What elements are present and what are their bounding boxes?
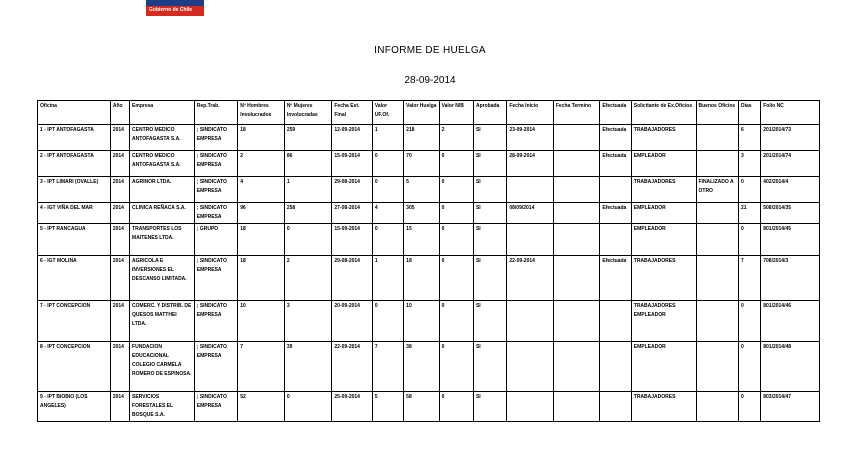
cell-aprobada: SI: [473, 177, 506, 203]
cell-inicio: [507, 301, 554, 342]
column-header: Rep.Trab.: [194, 101, 238, 125]
cell-aprobada: SI: [473, 392, 506, 422]
column-header: Nº Mujeres Involucradas: [284, 101, 332, 125]
cell-buenos: [696, 301, 738, 342]
cell-uf: 0: [372, 301, 403, 342]
cell-termino: [553, 342, 600, 392]
cell-nb: 2: [439, 125, 473, 151]
cell-hombres: 96: [238, 203, 285, 224]
cell-oficina: 4 - IGT VIÑA DEL MAR: [38, 203, 111, 224]
cell-huelga: 305: [404, 203, 439, 224]
column-header: Nº Hombres Involucrados: [238, 101, 285, 125]
header-row: [38, 101, 820, 125]
cell-termino: [553, 177, 600, 203]
column-header: Días: [738, 101, 760, 125]
cell-dias: 21: [738, 203, 760, 224]
cell-uf: 1: [372, 125, 403, 151]
cell-solicitante: TRABAJADORES EMPLEADOR: [631, 301, 696, 342]
cell-efectuada: [600, 392, 631, 422]
table-body: [38, 125, 820, 422]
report-date: 28-09-2014: [404, 75, 456, 86]
cell-oficina: 3 - IPT LIMARI (OVALLE): [38, 177, 111, 203]
cell-inicio: 22-09-2014: [507, 256, 554, 301]
cell-mujeres: 86: [284, 151, 332, 177]
table-row: [38, 392, 820, 422]
cell-folio: 201/2014/73: [761, 125, 820, 151]
table-row: [38, 177, 820, 203]
cell-mujeres: 258: [284, 203, 332, 224]
cell-termino: [553, 125, 600, 151]
cell-empresa: SERVICIOS FORESTALES EL BOSQUE S.A.: [130, 392, 195, 422]
cell-anio: 2014: [110, 342, 129, 392]
cell-fecha_est: 20-09-2014: [332, 301, 372, 342]
cell-oficina: 7 - IPT CONCEPCION: [38, 301, 111, 342]
cell-uf: 1: [372, 256, 403, 301]
cell-fecha_est: 15-09-2014: [332, 151, 372, 177]
cell-termino: [553, 392, 600, 422]
cell-buenos: [696, 256, 738, 301]
cell-buenos: [696, 151, 738, 177]
cell-solicitante: EMPLEADOR: [631, 342, 696, 392]
cell-rep: ; SINDICATO EMPRESA: [194, 256, 238, 301]
cell-fecha_est: 29-08-2014: [332, 256, 372, 301]
strike-report-table: [37, 100, 820, 422]
cell-folio: 801/2014/45: [761, 224, 820, 256]
cell-hombres: 4: [238, 177, 285, 203]
cell-buenos: [696, 392, 738, 422]
cell-huelga: 218: [404, 125, 439, 151]
cell-dias: 0: [738, 342, 760, 392]
column-header: Valor N/B: [439, 101, 473, 125]
cell-huelga: 10: [404, 301, 439, 342]
cell-solicitante: TRABAJADORES: [631, 177, 696, 203]
cell-dias: 3: [738, 151, 760, 177]
cell-solicitante: EMPLEADOR: [631, 224, 696, 256]
table-row: [38, 203, 820, 224]
cell-buenos: [696, 224, 738, 256]
cell-nb: 0: [439, 301, 473, 342]
cell-mujeres: 0: [284, 392, 332, 422]
cell-inicio: 23-09-2014: [507, 125, 554, 151]
cell-hombres: 10: [238, 301, 285, 342]
cell-anio: 2014: [110, 151, 129, 177]
table-row: [38, 224, 820, 256]
cell-huelga: 15: [404, 224, 439, 256]
cell-rep: ; SINDICATO EMPRESA: [194, 342, 238, 392]
cell-anio: 2014: [110, 224, 129, 256]
cell-solicitante: TRABAJADORES: [631, 256, 696, 301]
cell-oficina: 6 - IGT MOLINA: [38, 256, 111, 301]
cell-termino: [553, 203, 600, 224]
cell-hombres: 18: [238, 224, 285, 256]
cell-fecha_est: 25-09-2014: [332, 392, 372, 422]
cell-termino: [553, 256, 600, 301]
cell-uf: 5: [372, 392, 403, 422]
column-header: Valor Huelga: [404, 101, 439, 125]
report-title: INFORME DE HUELGA: [374, 45, 486, 56]
cell-nb: 0: [439, 392, 473, 422]
column-header: Valor UF.Of.: [372, 101, 403, 125]
cell-uf: 0: [372, 151, 403, 177]
cell-termino: [553, 301, 600, 342]
cell-anio: 2014: [110, 256, 129, 301]
logo-text: Gobierno de Chile: [149, 7, 193, 13]
cell-huelga: 18: [404, 256, 439, 301]
column-header: Fecha Inicio: [507, 101, 554, 125]
column-header: Efectuada: [600, 101, 631, 125]
cell-uf: 7: [372, 342, 403, 392]
cell-buenos: [696, 125, 738, 151]
table-row: [38, 342, 820, 392]
cell-inicio: [507, 342, 554, 392]
gobierno-logo: [146, 0, 204, 16]
cell-dias: 0: [738, 392, 760, 422]
cell-solicitante: TRABAJADORES: [631, 392, 696, 422]
cell-oficina: 2 - IPT ANTOFAGASTA: [38, 151, 111, 177]
cell-folio: 803/2014/47: [761, 392, 820, 422]
cell-fecha_est: 12-09-2014: [332, 125, 372, 151]
cell-uf: 0: [372, 177, 403, 203]
cell-dias: 0: [738, 301, 760, 342]
cell-fecha_est: 15-09-2014: [332, 224, 372, 256]
cell-fecha_est: 22-09-2014: [332, 342, 372, 392]
table-row: [38, 125, 820, 151]
cell-anio: 2014: [110, 177, 129, 203]
cell-dias: 6: [738, 125, 760, 151]
cell-empresa: FUNDACION EDUCACIONAL COLEGIO CARMELA ROMERO DE ESPINOSA.: [130, 342, 195, 392]
cell-folio: 708/2014/3: [761, 256, 820, 301]
column-header: Oficina: [38, 101, 111, 125]
cell-inicio: [507, 224, 554, 256]
cell-hombres: 18: [238, 256, 285, 301]
cell-termino: [553, 224, 600, 256]
cell-efectuada: [600, 224, 631, 256]
cell-aprobada: SI: [473, 151, 506, 177]
cell-solicitante: TRABAJADORES: [631, 125, 696, 151]
cell-nb: 0: [439, 151, 473, 177]
cell-solicitante: EMPLEADOR: [631, 203, 696, 224]
cell-dias: 0: [738, 177, 760, 203]
cell-anio: 2014: [110, 392, 129, 422]
cell-folio: 801/2014/46: [761, 301, 820, 342]
cell-inicio: [507, 392, 554, 422]
column-header: Folio NC: [761, 101, 820, 125]
cell-aprobada: SI: [473, 256, 506, 301]
cell-aprobada: SI: [473, 342, 506, 392]
cell-mujeres: 39: [284, 342, 332, 392]
cell-rep: ; GRUPO: [194, 224, 238, 256]
cell-inicio: 08/09/2014: [507, 203, 554, 224]
column-header: Buenos Oficios: [696, 101, 738, 125]
cell-aprobada: SI: [473, 224, 506, 256]
cell-anio: 2014: [110, 301, 129, 342]
table-row: [38, 301, 820, 342]
cell-termino: [553, 151, 600, 177]
cell-empresa: AGRICOLA E INVERSIONES EL DESCANSO LIMITADA.: [130, 256, 195, 301]
cell-rep: ; SINDICATO EMPRESA: [194, 392, 238, 422]
cell-buenos: [696, 342, 738, 392]
cell-nb: 0: [439, 224, 473, 256]
column-header: Aprobada: [473, 101, 506, 125]
cell-efectuada: Efectuada: [600, 151, 631, 177]
cell-rep: ; SINDICATO EMPRESA: [194, 125, 238, 151]
cell-solicitante: EMPLEADOR: [631, 151, 696, 177]
cell-huelga: 38: [404, 342, 439, 392]
cell-fecha_est: 29-08-2014: [332, 177, 372, 203]
column-header: Año: [110, 101, 129, 125]
cell-efectuada: Efectuada: [600, 125, 631, 151]
cell-empresa: TRANSPORTES LOS MAITENES LTDA.: [130, 224, 195, 256]
cell-hombres: 18: [238, 125, 285, 151]
column-header: Fecha Est. Final: [332, 101, 372, 125]
cell-oficina: 8 - IPT CONCEPCION: [38, 342, 111, 392]
cell-rep: ; SINDICATO EMPRESA: [194, 151, 238, 177]
cell-oficina: 5 - IPT RANCAGUA: [38, 224, 111, 256]
cell-hombres: 2: [238, 151, 285, 177]
cell-folio: 508/2014/35: [761, 203, 820, 224]
cell-oficina: 9 - IPT BIOBIO (LOS ANGELES): [38, 392, 111, 422]
cell-rep: ; SINDICATO EMPRESA: [194, 301, 238, 342]
cell-fecha_est: 27-08-2014: [332, 203, 372, 224]
cell-dias: 0: [738, 224, 760, 256]
cell-buenos: FINALIZADO A OTRO: [696, 177, 738, 203]
cell-nb: 0: [439, 342, 473, 392]
cell-inicio: 28-09-2014: [507, 151, 554, 177]
cell-efectuada: [600, 177, 631, 203]
cell-efectuada: Efectuada: [600, 203, 631, 224]
cell-efectuada: [600, 342, 631, 392]
cell-inicio: [507, 177, 554, 203]
cell-anio: 2014: [110, 203, 129, 224]
cell-empresa: CENTRO MEDICO ANTOFAGASTA S.A.: [130, 151, 195, 177]
cell-dias: 7: [738, 256, 760, 301]
cell-nb: 0: [439, 177, 473, 203]
cell-anio: 2014: [110, 125, 129, 151]
cell-huelga: 5: [404, 177, 439, 203]
cell-efectuada: [600, 301, 631, 342]
cell-mujeres: 1: [284, 177, 332, 203]
cell-folio: 201/2014/74: [761, 151, 820, 177]
cell-mujeres: 2: [284, 256, 332, 301]
cell-oficina: 1 - IPT ANTOFAGASTA: [38, 125, 111, 151]
cell-nb: 0: [439, 203, 473, 224]
cell-empresa: CENTRO MEDICO ANTOFAGASTA S.A.: [130, 125, 195, 151]
cell-hombres: 52: [238, 392, 285, 422]
column-header: Solicitante de Ex.Oficios: [631, 101, 696, 125]
cell-buenos: [696, 203, 738, 224]
cell-rep: ; SINDICATO EMPRESA: [194, 203, 238, 224]
table-row: [38, 256, 820, 301]
cell-aprobada: SI: [473, 301, 506, 342]
cell-efectuada: Efectuada: [600, 256, 631, 301]
cell-folio: 801/2014/48: [761, 342, 820, 392]
cell-empresa: AGRINOR LTDA.: [130, 177, 195, 203]
cell-mujeres: 0: [284, 224, 332, 256]
cell-aprobada: SI: [473, 203, 506, 224]
cell-aprobada: SI: [473, 125, 506, 151]
cell-mujeres: 3: [284, 301, 332, 342]
cell-huelga: 70: [404, 151, 439, 177]
cell-rep: ; SINDICATO EMPRESA: [194, 177, 238, 203]
cell-uf: 4: [372, 203, 403, 224]
cell-uf: 0: [372, 224, 403, 256]
cell-nb: 0: [439, 256, 473, 301]
table-row: [38, 151, 820, 177]
cell-folio: 402/2014/4: [761, 177, 820, 203]
cell-hombres: 7: [238, 342, 285, 392]
cell-empresa: CLINICA REÑACA S.A.: [130, 203, 195, 224]
column-header: Empresa: [130, 101, 195, 125]
cell-mujeres: 259: [284, 125, 332, 151]
cell-huelga: 58: [404, 392, 439, 422]
cell-empresa: COMERC. Y DISTRIB. DE QUESOS MATTHEI LTDA.: [130, 301, 195, 342]
column-header: Fecha Termino: [553, 101, 600, 125]
